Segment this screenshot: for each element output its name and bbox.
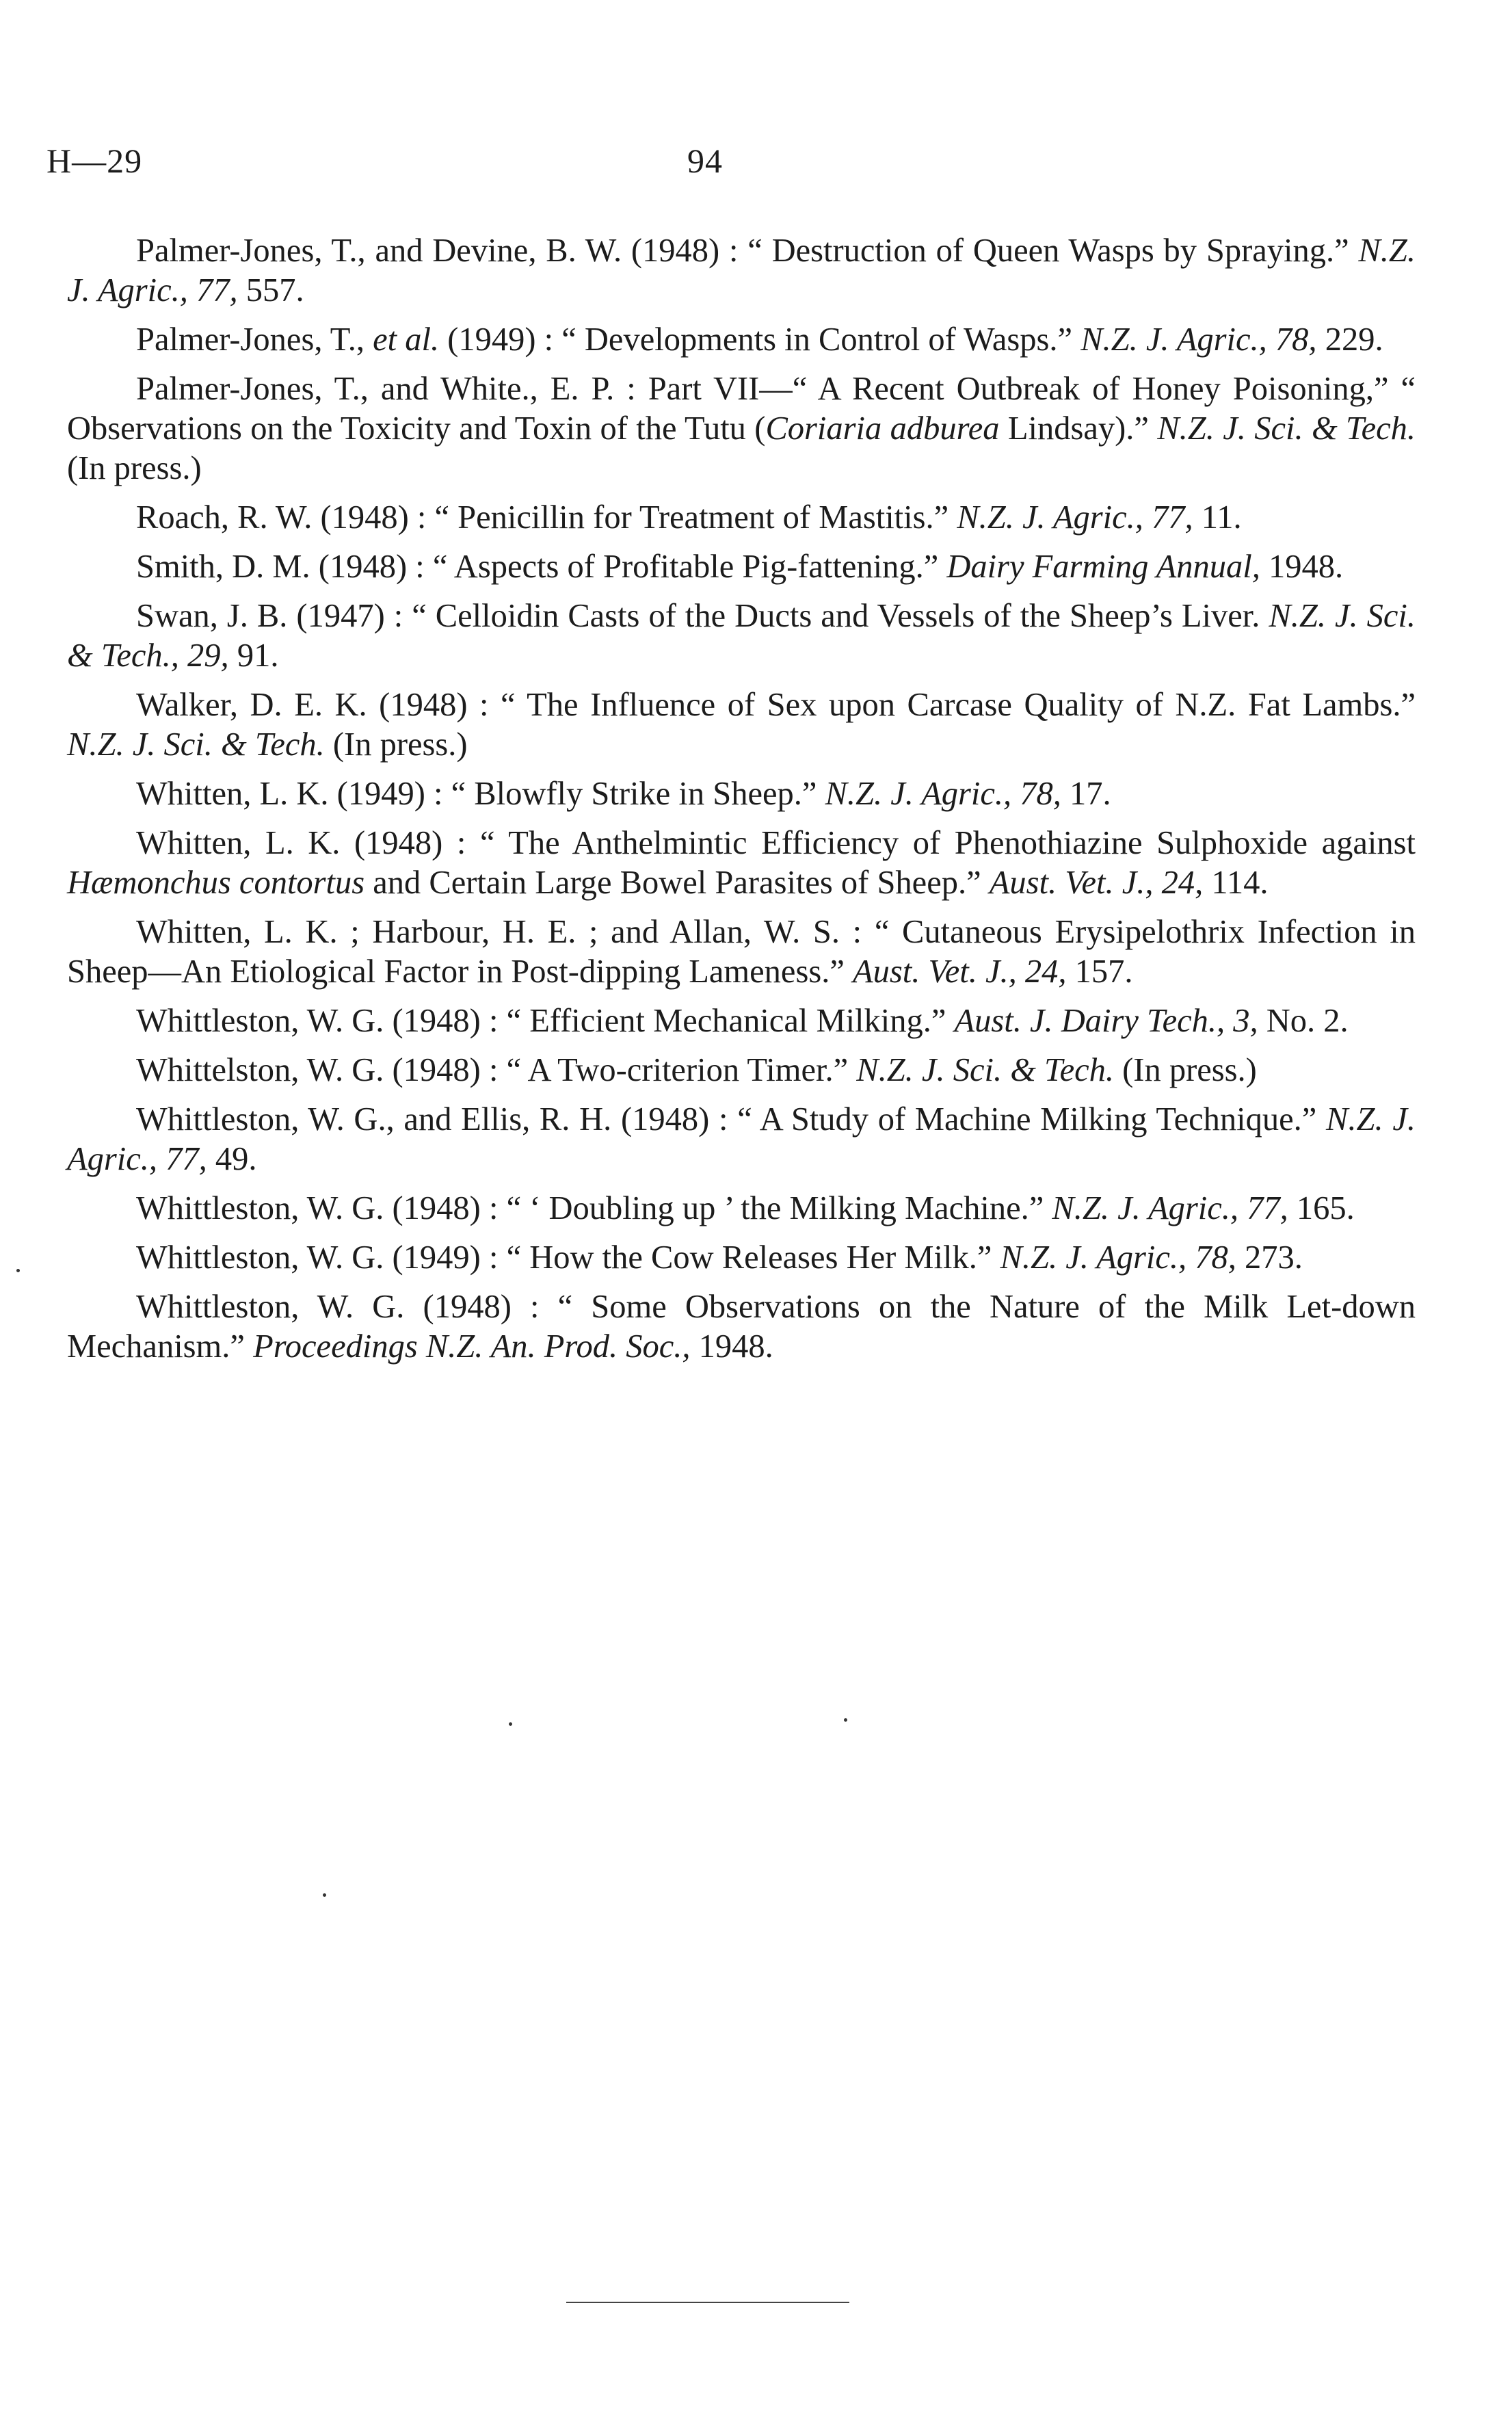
reference-tail: (In press.)	[1122, 1052, 1257, 1088]
reference-tail: (In press.)	[67, 450, 202, 486]
reference-etal: et al.	[373, 321, 440, 358]
reference-entry	[67, 231, 1416, 311]
reference-tail: No. 2.	[1266, 1003, 1349, 1039]
reference-title: “ Cutaneous Erysipelothrix Infection in Sheep—An Etiological Factor in Post-dipping Lameness.”	[67, 914, 1416, 990]
reference-entry	[67, 547, 1416, 587]
reference-title: “ A Study of Machine Milking Technique.”	[737, 1101, 1317, 1138]
reference-tail: 1948.	[698, 1328, 773, 1365]
reference-entry	[67, 498, 1416, 538]
reference-source: Aust. Vet. J., 24,	[989, 865, 1204, 901]
reference-source: N.Z. J. Agric., 78,	[1080, 321, 1317, 358]
reference-entry	[67, 369, 1416, 488]
reference-source: N.Z. J. Sci. & Tech., 29,	[67, 598, 1416, 674]
reference-source: N.Z. J. Agric., 77,	[957, 499, 1193, 536]
ink-speck	[509, 1722, 512, 1726]
reference-author: Palmer-Jones, T., and Devine, B. W. (1948) :	[136, 233, 739, 269]
reference-source: N.Z. J. Agric., 78,	[825, 776, 1061, 812]
reference-list	[67, 231, 1416, 1376]
reference-entry	[67, 1051, 1416, 1090]
reference-entry	[67, 824, 1416, 903]
reference-entry	[67, 685, 1416, 765]
reference-title: “ A Two-criterion Timer.”	[506, 1052, 849, 1088]
reference-tail: 557.	[246, 272, 304, 308]
reference-author: Whittleston, W. G. (1949) :	[136, 1239, 499, 1276]
reference-source: N.Z. J. Agric., 78,	[1000, 1239, 1236, 1276]
reference-tail: 114.	[1211, 865, 1269, 901]
reference-source: Dairy Farming Annual,	[946, 549, 1260, 585]
reference-title: “ The Influence of Sex upon Carcase Quality of N.Z. Fat Lambs.”	[501, 687, 1416, 723]
reference-title: “ Penicillin for Treatment of Mastitis.”	[434, 499, 949, 536]
reference-title: “ The Anthelmintic Efficiency of Phenothiazine Sulphoxide against	[480, 825, 1416, 861]
reference-entry	[67, 1100, 1416, 1179]
reference-source: N.Z. J. Sci. & Tech.	[1157, 410, 1416, 447]
reference-author: Whitten, L. K. ; Harbour, H. E. ; and Allan, W. S. :	[136, 914, 862, 950]
page-number: 94	[687, 142, 723, 180]
reference-entry	[67, 596, 1416, 676]
reference-source: Aust. Vet. J., 24,	[853, 954, 1067, 990]
reference-title-end: and Certain Large Bowel Parasites of Sheep.”	[373, 865, 981, 901]
reference-tail: 157.	[1074, 954, 1133, 990]
reference-author: Roach, R. W. (1948) :	[136, 499, 427, 536]
ink-speck	[323, 1893, 326, 1897]
reference-source: Proceedings N.Z. An. Prod. Soc.,	[253, 1328, 691, 1365]
reference-tail: 11.	[1201, 499, 1242, 536]
reference-title-end: Lindsay).”	[1007, 410, 1149, 447]
ink-speck	[844, 1718, 847, 1722]
reference-tail: (In press.)	[332, 726, 468, 763]
reference-author: Whittelston, W. G. (1948) :	[136, 1052, 499, 1088]
reference-author: Whitten, L. K. (1949) :	[136, 776, 443, 812]
reference-title: “ ‘ Doubling up ’ the Milking Machine.”	[506, 1190, 1044, 1226]
ink-speck	[16, 1269, 20, 1272]
reference-author: Palmer-Jones, T.,	[136, 321, 364, 358]
reference-title: “ Some Observations on the Nature of the Milk Let-down Mechanism.”	[67, 1289, 1416, 1365]
reference-title: “ Aspects of Profitable Pig-fattening.”	[432, 549, 939, 585]
reference-title: “ Destruction of Queen Wasps by Spraying.”	[747, 233, 1349, 269]
reference-entry	[67, 1001, 1416, 1041]
reference-title: “ Celloidin Casts of the Ducts and Vessels of the Sheep’s Liver.	[412, 598, 1260, 634]
reference-tail: 49.	[215, 1141, 257, 1177]
reference-author: Smith, D. M. (1948) :	[136, 549, 425, 585]
reference-author: Palmer-Jones, T., and White., E. P. :	[136, 371, 636, 407]
reference-entry	[67, 1238, 1416, 1278]
reference-source: Aust. J. Dairy Tech., 3,	[954, 1003, 1258, 1039]
reference-source: N.Z. J. Sci. & Tech.	[856, 1052, 1115, 1088]
reference-author: Whitten, L. K. (1948) :	[136, 825, 466, 861]
reference-entry	[67, 320, 1416, 360]
reference-tail: 273.	[1244, 1239, 1303, 1276]
reference-tail: 229.	[1325, 321, 1383, 358]
reference-source: N.Z. J. Agric., 77,	[1052, 1190, 1288, 1226]
report-reference: H—29	[47, 142, 143, 180]
reference-entry	[67, 774, 1416, 814]
reference-entry	[67, 1287, 1416, 1367]
reference-title: “ Blowfly Strike in Sheep.”	[451, 776, 817, 812]
reference-author: Whittleston, W. G. (1948) :	[136, 1190, 499, 1226]
reference-source: N.Z. J. Agric., 77,	[67, 233, 1416, 308]
reference-entry	[67, 1189, 1416, 1228]
reference-species: Hæmonchus contortus	[67, 865, 365, 901]
reference-species: Coriaria adburea	[765, 410, 1000, 447]
reference-author: Whittleston, W. G. (1948) :	[136, 1289, 540, 1325]
reference-title: “ Efficient Mechanical Milking.”	[506, 1003, 946, 1039]
reference-title: “ How the Cow Releases Her Milk.”	[506, 1239, 992, 1276]
reference-author: Walker, D. E. K. (1948) :	[136, 687, 489, 723]
reference-entry	[67, 912, 1416, 992]
reference-tail: 17.	[1070, 776, 1111, 812]
reference-title: Part VII—“ A Recent Outbreak of Honey Poisoning,” “ Observations on the Toxicity and Toxin of the Tutu (	[67, 371, 1416, 447]
reference-source: N.Z. J. Agric., 77,	[67, 1101, 1416, 1177]
reference-tail: 165.	[1296, 1190, 1355, 1226]
reference-source: N.Z. J. Sci. & Tech.	[67, 726, 325, 763]
reference-author: Whittleston, W. G. (1948) :	[136, 1003, 499, 1039]
reference-tail: 91.	[237, 638, 279, 674]
reference-author: Whittleston, W. G., and Ellis, R. H. (1948) :	[136, 1101, 728, 1138]
reference-author: Swan, J. B. (1947) :	[136, 598, 403, 634]
reference-tail: 1948.	[1269, 549, 1344, 585]
end-rule	[566, 2302, 849, 2303]
reference-title: “ Developments in Control of Wasps.”	[561, 321, 1073, 358]
reference-year: (1949) :	[447, 321, 554, 358]
